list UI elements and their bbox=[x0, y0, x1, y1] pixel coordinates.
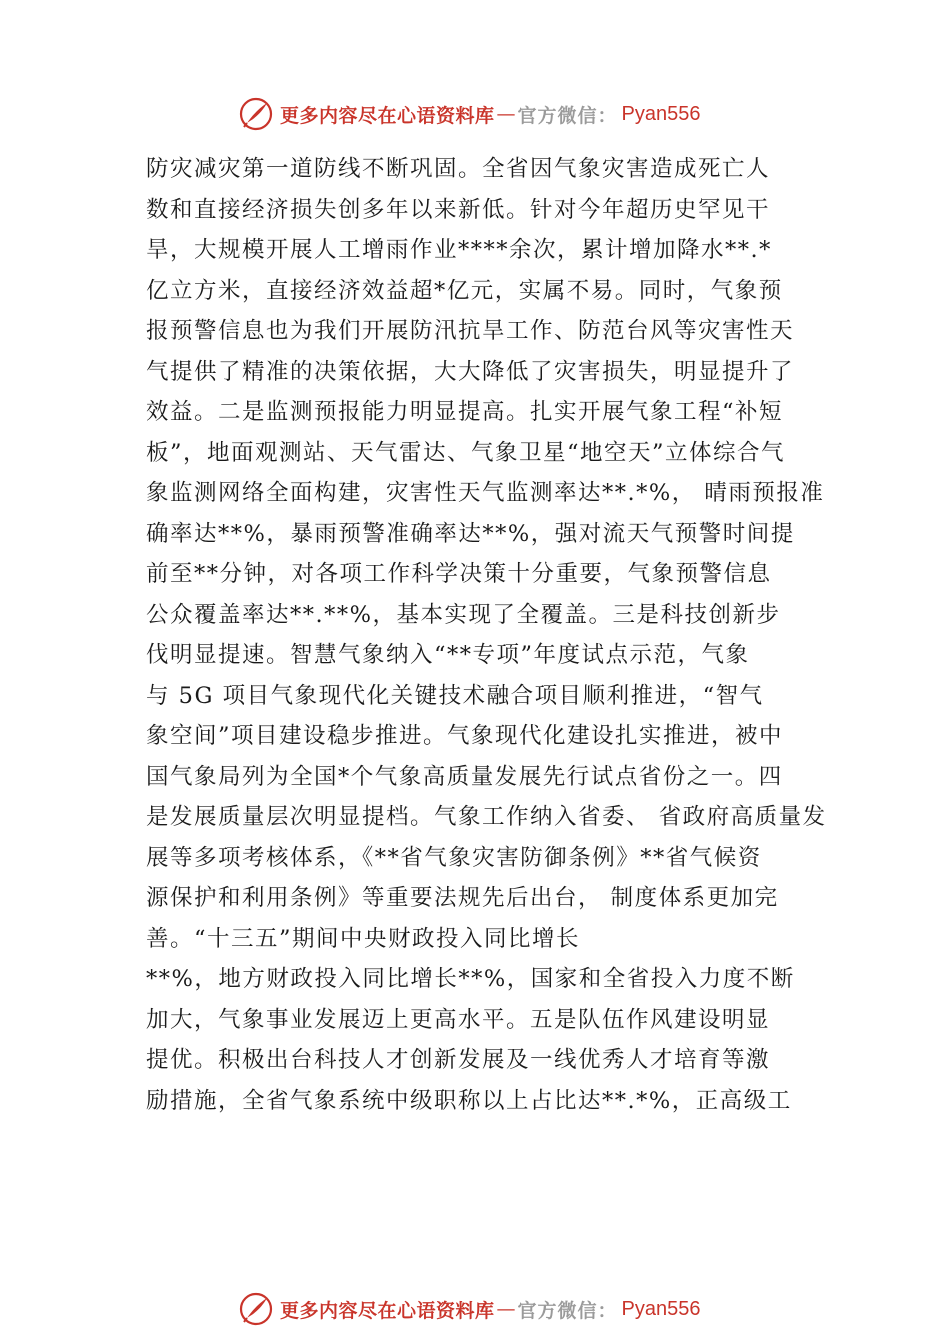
text-line: 源保护和利用条例》等重要法规先后出台， 制度体系更加完 bbox=[146, 885, 779, 911]
text-line: 善。“十三五”期间中央财政投入同比增长 bbox=[146, 925, 581, 952]
text-line: 加大，气象事业发展迈上更高水平。五是队伍作风建设明显 bbox=[146, 1006, 771, 1033]
header-watermark bbox=[238, 94, 701, 134]
text-line: 展等多项考核体系，《**省气象灾害防御条例》**省气候资 bbox=[146, 844, 762, 871]
text-line: 前至**分钟，对各项工作科学决策十分重要，气象预警信息 bbox=[146, 561, 772, 587]
text-line: 提优。积极出台科技人才创新发展及一线优秀人才培育等激 bbox=[146, 1047, 771, 1073]
text-line: 气提供了精准的决策依据，大大降低了灾害损失，明显提升了 bbox=[146, 358, 795, 385]
text-line: 象空间”项目建设稳步推进。气象现代化建设扎实推进，被中 bbox=[146, 723, 784, 749]
watermark-wechat-id: Pyan556 bbox=[621, 102, 701, 125]
text-line: 旱，大规模开展人工增雨作业****余次，累计增加降水**.* bbox=[146, 237, 772, 263]
quill-logo-icon bbox=[238, 96, 274, 132]
document-body bbox=[146, 149, 826, 1121]
watermark-dash: — bbox=[496, 1298, 516, 1320]
watermark-site-name: 更多内容尽在心语资料库 bbox=[280, 1299, 495, 1322]
text-line: 励措施，全省气象系统中级职称以上占比达**.*%，正高级工 bbox=[146, 1087, 792, 1114]
text-line: 伐明显提速。智慧气象纳入“**专项”年度试点示范，气象 bbox=[146, 642, 750, 668]
watermark-site-name: 更多内容尽在心语资料库 bbox=[280, 104, 495, 127]
text-line: 与 5G 项目气象现代化关键技术融合项目顺利推进，“智气 bbox=[146, 682, 764, 709]
text-line: 防灾减灾第一道防线不断巩固。全省因气象灾害造成死亡人 bbox=[146, 156, 771, 182]
text-line: 国气象局列为全国*个气象高质量发展先行试点省份之一。四 bbox=[146, 763, 783, 790]
text-line: 公众覆盖率达**.**%，基本实现了全覆盖。三是科技创新步 bbox=[146, 601, 781, 628]
text-line: 报预警信息也为我们开展防汛抗旱工作、防范台风等灾害性天 bbox=[146, 318, 795, 344]
text-line: 效益。二是监测预报能力明显提高。扎实开展气象工程“补短 bbox=[146, 399, 784, 425]
footer-watermark bbox=[238, 1289, 701, 1329]
text-line: 是发展质量层次明显提档。气象工作纳入省委、 省政府高质量发 bbox=[146, 804, 827, 830]
text-line: 象监测网络全面构建，灾害性天气监测率达**.*%， 晴雨预报准 bbox=[146, 480, 825, 506]
watermark-wechat-label: 官方微信： bbox=[517, 104, 618, 127]
text-line: **%，地方财政投入同比增长**%，国家和全省投入力度不断 bbox=[146, 966, 795, 992]
text-line: 亿立方米，直接经济效益超*亿元，实属不易。同时，气象预 bbox=[146, 277, 783, 304]
text-line: 数和直接经济损失创多年以来新低。针对今年超历史罕见干 bbox=[146, 196, 771, 223]
watermark-wechat-label: 官方微信： bbox=[517, 1299, 618, 1322]
watermark-dash: — bbox=[496, 103, 516, 125]
text-line: 板”，地面观测站、天气雷达、气象卫星“地空天”立体综合气 bbox=[146, 439, 786, 466]
text-line: 确率达**%，暴雨预警准确率达**%，强对流天气预警时间提 bbox=[146, 520, 795, 547]
quill-logo-icon bbox=[238, 1291, 274, 1327]
watermark-wechat-id: Pyan556 bbox=[621, 1297, 701, 1320]
